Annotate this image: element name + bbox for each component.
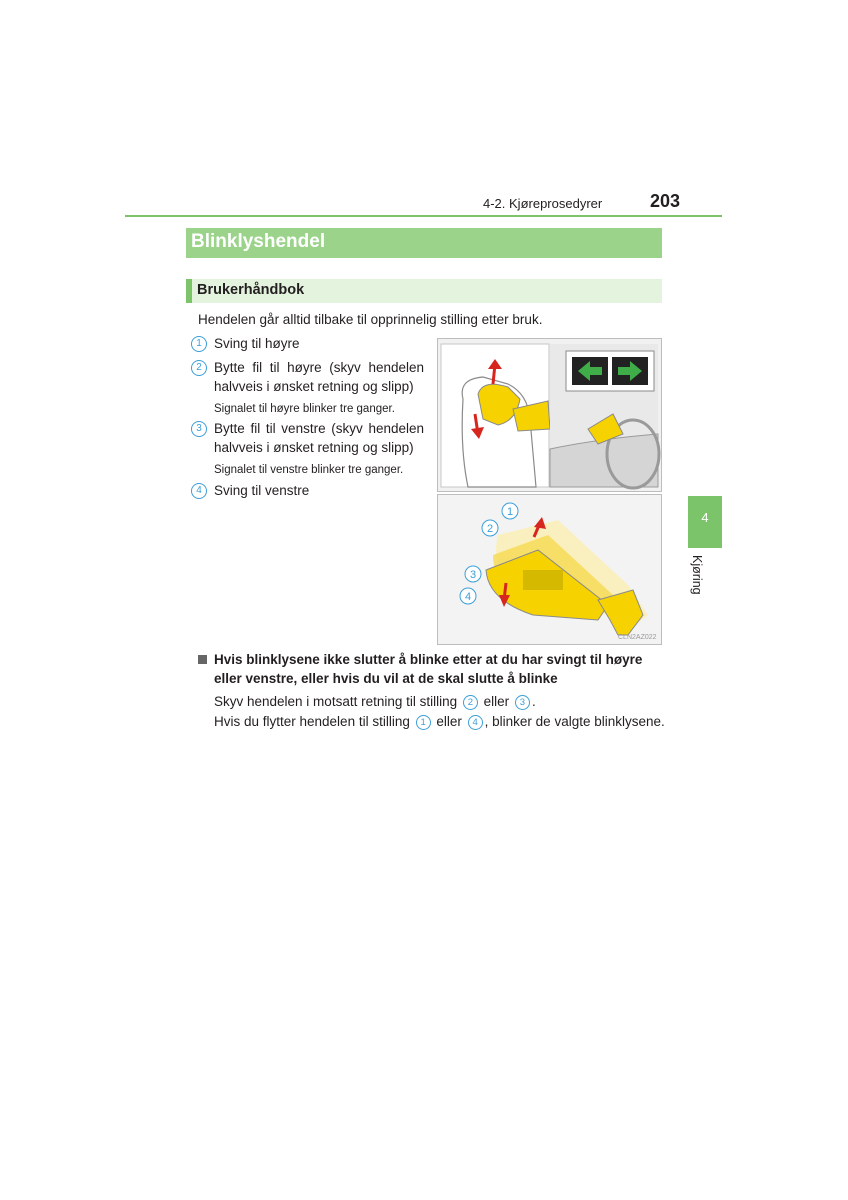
p1-text-start: Skyv hendelen i motsatt retning til stilling: [214, 694, 458, 709]
item-2-line2: halvveis i ønsket retning og slipp): [214, 379, 414, 394]
page-title: Blinklyshendel: [191, 231, 326, 252]
bullet-square: [198, 655, 207, 664]
intro-text: Hendelen går alltid tilbake til opprinnelig stilling etter bruk.: [198, 312, 543, 327]
page-number: 203: [650, 191, 681, 211]
item-number-3: 3: [191, 421, 207, 437]
item-2-line1: Bytte fil til høyre (skyv hendelen: [214, 360, 424, 375]
inline-number-3: 3: [515, 695, 530, 710]
item-3-line2: halvveis i ønsket retning og slipp): [214, 440, 414, 455]
figure-label-1: 1: [506, 506, 514, 518]
subtitle-accent: [186, 279, 192, 303]
item-2-note: Signalet til høyre blinker tre ganger.: [214, 403, 395, 415]
p1-text-end: .: [531, 694, 536, 709]
figure-label-3: 3: [469, 569, 477, 581]
figure-label-2: 2: [486, 523, 494, 535]
bullet-heading: Hvis blinklysene ikke slutter å blinke etter at du har svingt til høyre eller venstre, eller hvis du vil at de skal slutte å blinke: [214, 652, 643, 686]
item-number-1: 1: [191, 336, 207, 352]
figure-code: CLN2AZ022: [618, 634, 657, 641]
p1-text-middle: eller: [483, 694, 510, 709]
bullet-paragraph-1: [214, 692, 536, 712]
lever-hand-illustration: [437, 338, 662, 492]
figure-label-4: 4: [464, 591, 472, 603]
item-1-text: Sving til høyre: [214, 336, 300, 351]
lever-hand-drawing: [438, 339, 661, 491]
item-4-text: Sving til venstre: [214, 483, 310, 498]
item-3-note: Signalet til venstre blinker tre ganger.: [214, 464, 404, 476]
item-number-4: 4: [191, 483, 207, 499]
subtitle: Brukerhåndbok: [197, 282, 305, 298]
section-header: 4-2. Kjøreprosedyrer: [483, 196, 603, 211]
inline-number-1: 1: [416, 715, 431, 730]
bullet-paragraph-2: [214, 712, 665, 732]
chapter-number: 4: [701, 510, 709, 525]
item-number-2: 2: [191, 360, 207, 376]
p2-text-middle: eller: [436, 714, 462, 729]
lever-positions-illustration: [437, 494, 662, 645]
lever-positions-drawing: [438, 495, 661, 644]
chapter-label: Kjøring: [690, 555, 704, 595]
p2-text-end: , blinker de valgte blinklysene.: [484, 714, 665, 729]
inline-number-2: 2: [463, 695, 478, 710]
item-3-line1: Bytte fil til venstre (skyv hendelen: [214, 421, 424, 436]
p2-text-start: Hvis du flytter hendelen til stilling: [214, 714, 410, 729]
inline-number-4: 4: [468, 715, 483, 730]
header-divider: [125, 215, 722, 217]
